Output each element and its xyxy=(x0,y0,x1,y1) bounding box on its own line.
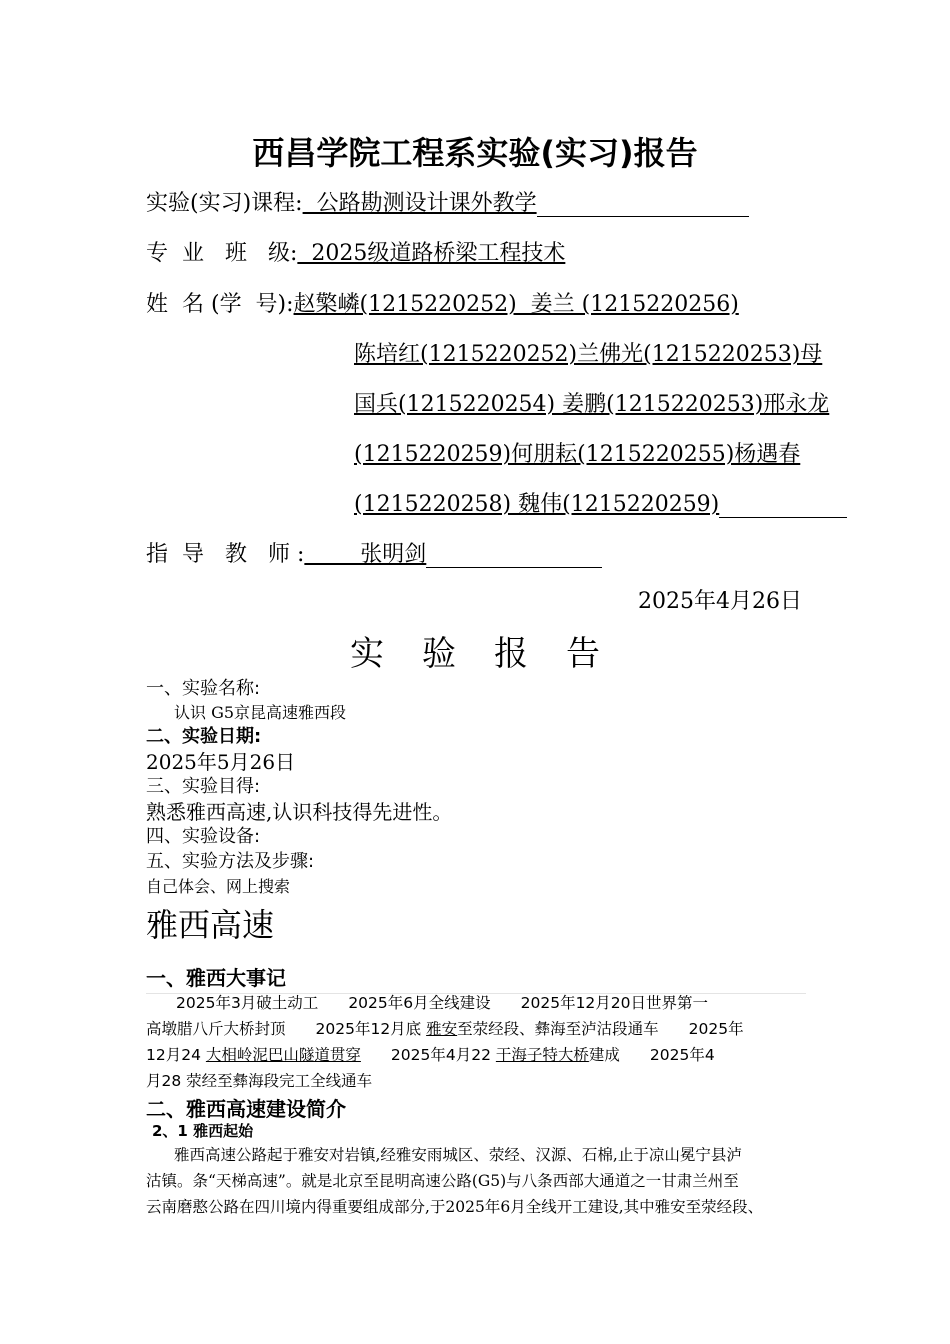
paragraph-line-3: 云南磨憨公路在四川境内得重要组成部分,于2025年6月全线开工建设,其中雅安至荥经段、 xyxy=(146,1198,764,1216)
course-row xyxy=(146,186,749,217)
event-item: 12月24 xyxy=(146,1046,201,1064)
names-row-1 xyxy=(146,287,739,318)
event-item: 2025年12月20日世界第一 xyxy=(520,994,709,1012)
section-1-title: 一、雅西大事记 xyxy=(146,966,286,990)
event-item: 2025年6月全线建设 xyxy=(348,994,491,1012)
report-heading xyxy=(0,626,950,675)
report-heading-char: 告 xyxy=(566,634,600,674)
item-date-value: 2025年5月26日 xyxy=(146,750,296,774)
event-item: 2025年4 xyxy=(649,1046,715,1064)
course-underline xyxy=(537,194,749,217)
events-line-4: 月28 荥经至彝海段完工全线通车 xyxy=(146,1072,373,1090)
teacher-value: 张明剑 xyxy=(304,542,427,567)
event-item: 至荥经段、彝海至泸沽段通车 xyxy=(457,1020,659,1038)
event-item: 2025年 xyxy=(688,1020,744,1038)
cover-date: 2025年4月26日 xyxy=(638,589,802,614)
item-name-label: 一、实验名称: xyxy=(146,678,261,699)
report-heading-char: 实 xyxy=(350,634,384,674)
teacher-label: 指 导 教 师 : xyxy=(146,542,305,567)
events-line-1 xyxy=(146,990,708,1016)
paragraph-line-1: 雅西高速公路起于雅安对岩镇,经雅安雨城区、荥经、汉源、石棉,止于凉山冕宁县泸 xyxy=(174,1146,742,1164)
events-line-2 xyxy=(146,1016,744,1042)
event-item: 建成 xyxy=(588,1046,620,1064)
name-line-4: (1215220259)何朋耘(1215220255)杨遇春 xyxy=(354,442,801,467)
report-main-title: 西昌学院工程系实验(实习)报告 xyxy=(252,134,698,172)
section-2-title: 二、雅西高速建设简介 xyxy=(146,1097,346,1121)
name-underline xyxy=(719,495,847,518)
item-method-value: 自己体会、网上搜索 xyxy=(146,877,291,896)
event-item: 2025年4月22 xyxy=(390,1046,491,1064)
name-line-1: 赵檠嶙(1215220252) 姜兰 (1215220256) xyxy=(293,292,739,317)
event-link[interactable]: 大相岭泥巴山隧道贯穿 xyxy=(205,1046,361,1064)
name-line-5: (1215220258) 魏伟(1215220259) xyxy=(354,492,720,517)
item-purpose-label: 三、实验目得: xyxy=(146,776,261,797)
event-item: 2025年3月破土动工 xyxy=(176,994,319,1012)
event-link[interactable]: 雅安 xyxy=(426,1020,458,1038)
teacher-underline xyxy=(426,545,602,568)
item-name-value: 认识 G5京昆高速雅西段 xyxy=(174,703,347,722)
events-line-3 xyxy=(146,1042,715,1068)
event-link[interactable]: 干海子特大桥 xyxy=(495,1046,589,1064)
item-date-label: 二、实验日期: xyxy=(146,726,262,747)
item-purpose-value: 熟悉雅西高速,认识科技得先进性。 xyxy=(146,800,453,824)
report-heading-char: 报 xyxy=(494,634,528,674)
item-method-label: 五、实验方法及步骤: xyxy=(146,851,315,872)
major-value: 2025级道路桥梁工程技术 xyxy=(297,241,566,266)
report-heading-char: 验 xyxy=(422,634,456,674)
names-row-5 xyxy=(354,487,847,518)
item-equipment-label: 四、实验设备: xyxy=(146,826,261,847)
name-line-3: 国兵(1215220254) 姜鹏(1215220253)邢永龙 xyxy=(354,392,830,417)
major-label: 专 业 班 级: xyxy=(146,241,298,266)
event-item: 2025年12月底 xyxy=(315,1020,422,1038)
major-row xyxy=(146,236,565,267)
teacher-row xyxy=(146,537,602,568)
paragraph-line-2: 沽镇。条“天梯高速”。就是北京至昆明高速公路(G5)与八条西部大通道之一甘肃兰州至 xyxy=(146,1172,739,1190)
subsection-title: 2、1 雅西起始 xyxy=(152,1122,254,1140)
name-line-2: 陈培红(1215220252)兰佛光(1215220253)母 xyxy=(354,342,823,367)
event-item: 高墩腊八斤大桥封顶 xyxy=(146,1020,286,1038)
name-label: 姓 名 (学 号): xyxy=(146,292,294,317)
chapter-title: 雅西高速 xyxy=(146,906,275,944)
course-label: 实验(实习)课程: xyxy=(146,191,303,216)
course-value: 公路勘测设计课外教学 xyxy=(302,191,537,216)
